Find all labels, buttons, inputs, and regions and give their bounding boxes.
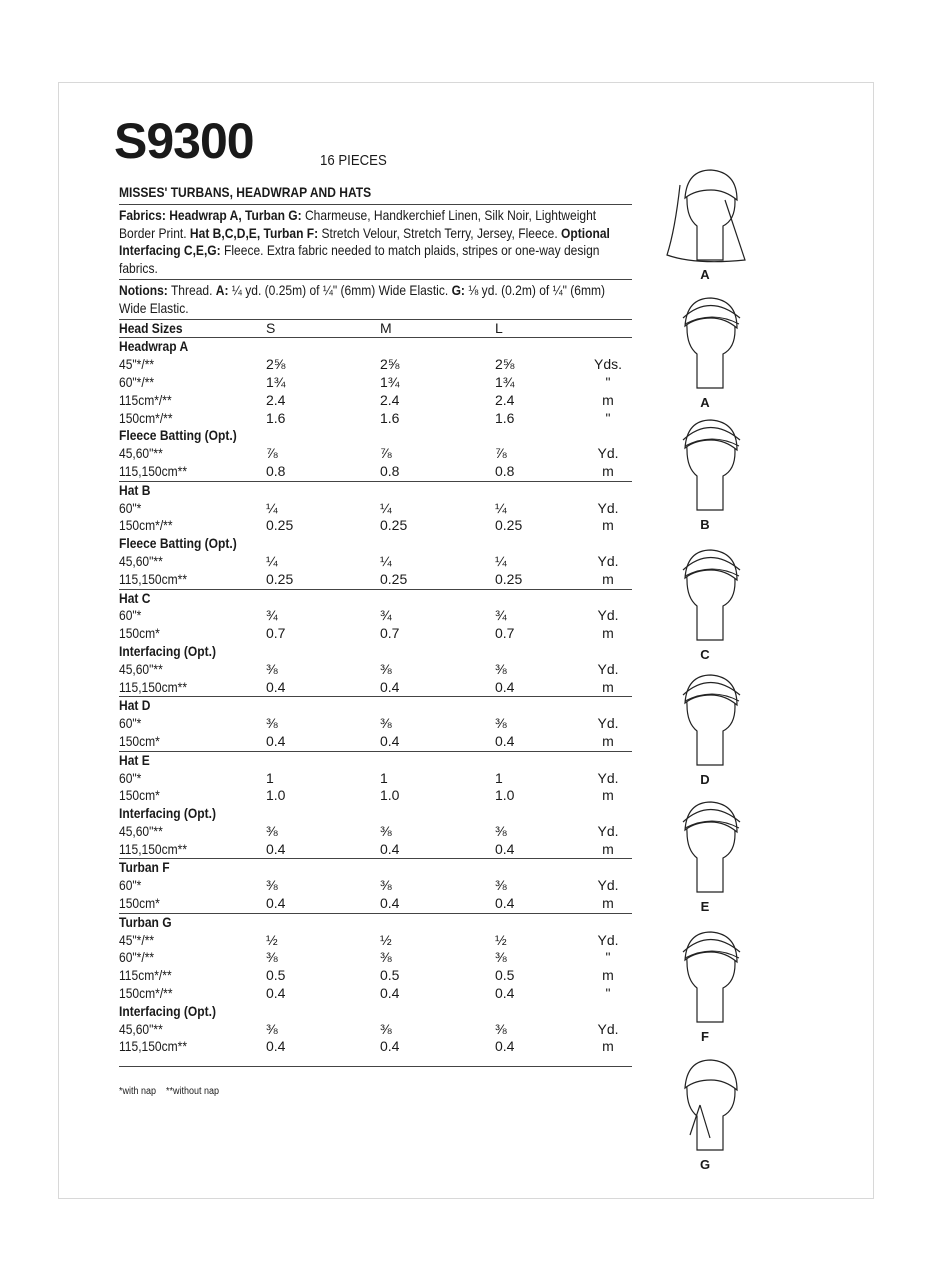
- size-l-value: 1.0: [495, 787, 515, 804]
- fabric-width: 60"*: [119, 877, 142, 894]
- size-m-value: ⅜: [380, 877, 392, 894]
- group-heading: Hat C: [119, 589, 151, 606]
- group-heading-row: [119, 535, 632, 553]
- unit: m: [602, 462, 614, 479]
- size-s-value: 2⅝: [266, 356, 286, 373]
- table-row: [119, 374, 632, 392]
- group-heading-row: [119, 338, 632, 356]
- table-row: [119, 770, 632, 788]
- unit: Yd.: [597, 769, 619, 786]
- view-illustration: [650, 1050, 760, 1172]
- fabrics-a-label: Headwrap A, Turban G:: [169, 206, 302, 223]
- group-heading-row: [119, 643, 632, 661]
- table-row: [119, 787, 632, 805]
- group-heading: Headwrap A: [119, 338, 189, 355]
- unit: ": [605, 985, 611, 1002]
- size-m-value: 0.5: [380, 967, 400, 984]
- size-s-value: 0.5: [266, 967, 286, 984]
- size-header-row: [119, 320, 632, 339]
- size-s-value: 1.6: [266, 409, 286, 426]
- fabric-width: 150cm*/**: [119, 985, 173, 1002]
- size-l-value: 2.4: [495, 391, 515, 408]
- unit: Yd.: [597, 660, 619, 677]
- size-l-value: 0.7: [495, 625, 515, 642]
- size-l-value: 0.25: [495, 517, 523, 534]
- table-row: [119, 679, 632, 697]
- size-l-value: ⅜: [495, 715, 507, 732]
- yardage-table: [119, 338, 632, 1067]
- fabric-width: 45,60"**: [119, 1020, 163, 1037]
- size-m-value: 0.4: [380, 895, 400, 912]
- head-form-icon: [655, 410, 755, 515]
- size-l-value: ¼: [495, 499, 507, 516]
- size-m-value: ⅞: [380, 445, 392, 462]
- size-s-value: 1: [266, 769, 274, 786]
- fabric-width: 115,150cm**: [119, 570, 188, 587]
- size-s-value: ⅜: [266, 715, 278, 732]
- size-l-value: 1: [495, 769, 503, 786]
- fabric-width: 60"*/**: [119, 949, 155, 966]
- view-illustration: [650, 160, 760, 282]
- fabrics-c-label: Optional Interfacing C,E,G:: [119, 224, 610, 259]
- group-heading: Hat B: [119, 481, 151, 498]
- fabric-width: 115,150cm**: [119, 462, 188, 479]
- table-row: [119, 1021, 632, 1039]
- size-m-value: 0.4: [380, 985, 400, 1002]
- fabric-width: 45"*/**: [119, 356, 155, 373]
- size-l-value: ⅜: [495, 949, 507, 966]
- size-s-value: ⅜: [266, 822, 278, 839]
- size-s-value: 0.4: [266, 1038, 286, 1055]
- fabric-width: 45,60"**: [119, 660, 163, 677]
- fabric-width: 115,150cm**: [119, 1038, 188, 1055]
- notions-label: Notions:: [119, 281, 168, 298]
- header-size-m: M: [380, 319, 392, 336]
- size-m-value: ⅜: [380, 822, 392, 839]
- table-row: [119, 410, 632, 428]
- pattern-title: [119, 184, 632, 205]
- table-row: [119, 571, 632, 589]
- notions-block: [119, 280, 632, 320]
- table-row: [119, 823, 632, 841]
- group-heading-row: [119, 482, 632, 500]
- group-heading: Fleece Batting (Opt.): [119, 535, 237, 552]
- size-m-value: 2⅝: [380, 356, 400, 373]
- size-s-value: 1.0: [266, 787, 286, 804]
- table-row: [119, 715, 632, 733]
- size-l-value: 0.4: [495, 985, 515, 1002]
- size-s-value: ¼: [266, 552, 278, 569]
- group-heading-row: [119, 427, 632, 445]
- size-m-value: ¼: [380, 499, 392, 516]
- view-illustration: [650, 792, 760, 914]
- unit: Yd.: [597, 445, 619, 462]
- size-s-value: 0.7: [266, 625, 286, 642]
- table-row: [119, 949, 632, 967]
- unit: Yd.: [597, 877, 619, 894]
- table-row: [119, 877, 632, 895]
- size-m-value: 0.4: [380, 678, 400, 695]
- table-row: [119, 517, 632, 535]
- table-row: [119, 967, 632, 985]
- size-m-value: 0.25: [380, 517, 408, 534]
- table-row: [119, 553, 632, 571]
- table-row: [119, 661, 632, 679]
- table-row: [119, 445, 632, 463]
- view-label: B: [700, 517, 710, 532]
- size-l-value: ½: [495, 931, 507, 948]
- fabric-width: 45,60"**: [119, 445, 163, 462]
- unit: Yd.: [597, 1020, 619, 1037]
- table-row: [119, 985, 632, 1003]
- header-size-l: L: [495, 319, 503, 336]
- view-illustration: [650, 922, 760, 1044]
- size-s-value: ½: [266, 931, 278, 948]
- table-row: [119, 841, 632, 859]
- group-heading: Turban F: [119, 859, 170, 876]
- unit: m: [602, 787, 614, 804]
- unit: m: [602, 625, 614, 642]
- fabric-width: 115cm*/**: [119, 391, 172, 408]
- unit: Yd.: [597, 931, 619, 948]
- size-l-value: ¾: [495, 607, 507, 624]
- size-m-value: 0.4: [380, 732, 400, 749]
- size-s-value: 0.4: [266, 895, 286, 912]
- fabrics-c-text: Fleece. Extra fabric needed to match plaids, stripes or one-way design fabrics.: [119, 242, 600, 277]
- fabric-width: 115cm*/**: [119, 967, 172, 984]
- size-l-value: 0.4: [495, 1038, 515, 1055]
- group-heading-row: [119, 590, 632, 608]
- table-section: [119, 859, 632, 913]
- unit: ": [605, 409, 611, 426]
- size-l-value: 0.8: [495, 462, 515, 479]
- table-row: [119, 895, 632, 913]
- group-heading: Turban G: [119, 913, 172, 930]
- fabric-width: 115,150cm**: [119, 678, 188, 695]
- head-form-icon: [655, 922, 755, 1027]
- pattern-info: [119, 184, 632, 1101]
- table-row: [119, 733, 632, 751]
- unit: m: [602, 895, 614, 912]
- size-s-value: ⅜: [266, 877, 278, 894]
- head-form-icon: [655, 792, 755, 897]
- unit: m: [602, 570, 614, 587]
- size-s-value: 0.4: [266, 985, 286, 1002]
- unit: ": [605, 949, 611, 966]
- view-label: C: [700, 647, 710, 662]
- size-l-value: ⅜: [495, 877, 507, 894]
- unit: Yd.: [597, 607, 619, 624]
- unit: Yd.: [597, 499, 619, 516]
- unit: m: [602, 840, 614, 857]
- size-s-value: 0.8: [266, 462, 286, 479]
- fabric-width: 150cm*: [119, 625, 160, 642]
- view-illustration: [650, 540, 760, 662]
- size-m-value: 1: [380, 769, 388, 786]
- group-heading-row: [119, 752, 632, 770]
- size-s-value: ⅞: [266, 445, 278, 462]
- table-row: [119, 607, 632, 625]
- view-label: A: [700, 267, 710, 282]
- unit: m: [602, 1038, 614, 1055]
- size-l-value: 1.6: [495, 409, 515, 426]
- head-form-icon: [655, 540, 755, 645]
- size-s-value: ¼: [266, 499, 278, 516]
- unit: m: [602, 391, 614, 408]
- size-s-value: ⅜: [266, 660, 278, 677]
- fabric-width: 150cm*: [119, 732, 160, 749]
- group-heading-row: [119, 859, 632, 877]
- size-s-value: ¾: [266, 607, 278, 624]
- size-m-value: ⅜: [380, 715, 392, 732]
- size-l-value: ⅜: [495, 822, 507, 839]
- size-s-value: ⅜: [266, 1020, 278, 1037]
- view-label: A: [700, 395, 710, 410]
- table-row: [119, 392, 632, 410]
- table-section: [119, 752, 632, 860]
- fabric-width: 115,150cm**: [119, 840, 188, 857]
- table-row: [119, 500, 632, 518]
- size-m-value: 0.4: [380, 1038, 400, 1055]
- size-l-value: ⅜: [495, 1020, 507, 1037]
- table-section: [119, 914, 632, 1067]
- pattern-number: S9300: [114, 113, 254, 169]
- size-l-value: ⅜: [495, 660, 507, 677]
- fabric-width: 60"*: [119, 499, 142, 516]
- size-s-value: 0.25: [266, 517, 294, 534]
- fabric-width: 60"*: [119, 715, 142, 732]
- title-text: MISSES' TURBANS, HEADWRAP AND HATS: [119, 184, 372, 200]
- size-l-value: 0.4: [495, 732, 515, 749]
- head-form-icon: [655, 288, 755, 393]
- view-label: E: [700, 899, 710, 914]
- size-l-value: 2⅝: [495, 356, 515, 373]
- notions-a-label: A:: [215, 281, 229, 298]
- group-heading-row: [119, 914, 632, 932]
- size-l-value: ¼: [495, 552, 507, 569]
- unit: Yd.: [597, 822, 619, 839]
- table-row: [119, 463, 632, 481]
- unit: m: [602, 678, 614, 695]
- size-s-value: 0.4: [266, 732, 286, 749]
- fabric-width: 150cm*: [119, 787, 160, 804]
- table-row: [119, 356, 632, 374]
- table-row: [119, 932, 632, 950]
- size-s-value: 0.25: [266, 570, 294, 587]
- notions-thread: Thread.: [170, 281, 213, 298]
- group-heading: Interfacing (Opt.): [119, 642, 216, 659]
- view-label: F: [701, 1029, 709, 1044]
- size-m-value: 1.0: [380, 787, 400, 804]
- unit: m: [602, 967, 614, 984]
- notions-a-text: ¼ yd. (0.25m) of ¼" (6mm) Wide Elastic.: [231, 281, 449, 298]
- table-section: [119, 338, 632, 481]
- group-heading-row: [119, 697, 632, 715]
- group-heading: Interfacing (Opt.): [119, 805, 216, 822]
- view-label: G: [699, 1157, 711, 1172]
- size-s-value: 2.4: [266, 391, 286, 408]
- unit: Yds.: [593, 356, 622, 373]
- size-m-value: ⅜: [380, 660, 392, 677]
- header-size-s: S: [266, 319, 276, 336]
- size-s-value: 0.4: [266, 840, 286, 857]
- notions-g-text: ⅛ yd. (0.2m) of ¼" (6mm) Wide Elastic.: [119, 281, 606, 316]
- fabric-width: 45,60"**: [119, 552, 163, 569]
- size-m-value: 1.6: [380, 409, 400, 426]
- header-head-sizes: Head Sizes: [119, 319, 183, 336]
- size-m-value: ⅜: [380, 949, 392, 966]
- table-section: [119, 697, 632, 751]
- notions-g-label: G:: [451, 281, 465, 298]
- size-s-value: 0.4: [266, 678, 286, 695]
- unit: m: [602, 517, 614, 534]
- fabric-width: 150cm*/**: [119, 409, 173, 426]
- size-s-value: 1¾: [266, 373, 286, 390]
- size-m-value: 1¾: [380, 373, 400, 390]
- group-heading: Hat D: [119, 697, 151, 714]
- group-heading: Fleece Batting (Opt.): [119, 427, 237, 444]
- size-m-value: ⅜: [380, 1020, 392, 1037]
- fabrics-block: [119, 205, 632, 280]
- fabric-width: 60"*: [119, 769, 142, 786]
- fabrics-b-text: Stretch Velour, Stretch Terry, Jersey, Fleece.: [321, 224, 558, 241]
- table-section: [119, 482, 632, 590]
- size-m-value: 0.7: [380, 625, 400, 642]
- fabric-width: 60"*: [119, 607, 142, 624]
- size-m-value: 2.4: [380, 391, 400, 408]
- group-heading-row: [119, 805, 632, 823]
- fabrics-label: Fabrics:: [119, 206, 166, 223]
- view-illustration: [650, 288, 760, 410]
- fabric-width: 60"*/**: [119, 373, 155, 390]
- size-l-value: 0.4: [495, 678, 515, 695]
- fabric-width: 150cm*: [119, 895, 160, 912]
- head-form-icon: [655, 1050, 755, 1155]
- size-l-value: 1¾: [495, 373, 515, 390]
- size-l-value: ⅞: [495, 445, 507, 462]
- group-heading-row: [119, 1003, 632, 1021]
- size-m-value: 0.4: [380, 840, 400, 857]
- size-m-value: 0.8: [380, 462, 400, 479]
- size-m-value: ¼: [380, 552, 392, 569]
- unit: ": [605, 373, 611, 390]
- unit: Yd.: [597, 552, 619, 569]
- view-label: D: [700, 772, 710, 787]
- size-s-value: ⅜: [266, 949, 278, 966]
- size-m-value: ¾: [380, 607, 392, 624]
- footnote: *with nap **without nap: [119, 1086, 220, 1098]
- pieces-count: 16 PIECES: [320, 152, 387, 169]
- unit: Yd.: [597, 715, 619, 732]
- size-l-value: 0.25: [495, 570, 523, 587]
- size-m-value: 0.25: [380, 570, 408, 587]
- view-illustration: [650, 410, 760, 532]
- fabric-width: 150cm*/**: [119, 517, 173, 534]
- table-row: [119, 625, 632, 643]
- view-illustration: [650, 665, 760, 787]
- head-form-icon: [655, 160, 755, 265]
- head-form-icon: [655, 665, 755, 770]
- size-l-value: 0.4: [495, 895, 515, 912]
- size-l-value: 0.4: [495, 840, 515, 857]
- group-heading: Hat E: [119, 751, 150, 768]
- table-row: [119, 1038, 632, 1056]
- fabrics-a-text: Charmeuse, Handkerchief Linen, Silk Noir, Lightweight Border Print.: [119, 206, 597, 241]
- group-heading: Interfacing (Opt.): [119, 1002, 216, 1019]
- unit: m: [602, 732, 614, 749]
- fabric-width: 45,60"**: [119, 822, 163, 839]
- size-l-value: 0.5: [495, 967, 515, 984]
- fabric-width: 45"*/**: [119, 931, 155, 948]
- fabrics-b-label: Hat B,C,D,E, Turban F:: [189, 224, 319, 241]
- size-m-value: ½: [380, 931, 392, 948]
- table-section: [119, 590, 632, 698]
